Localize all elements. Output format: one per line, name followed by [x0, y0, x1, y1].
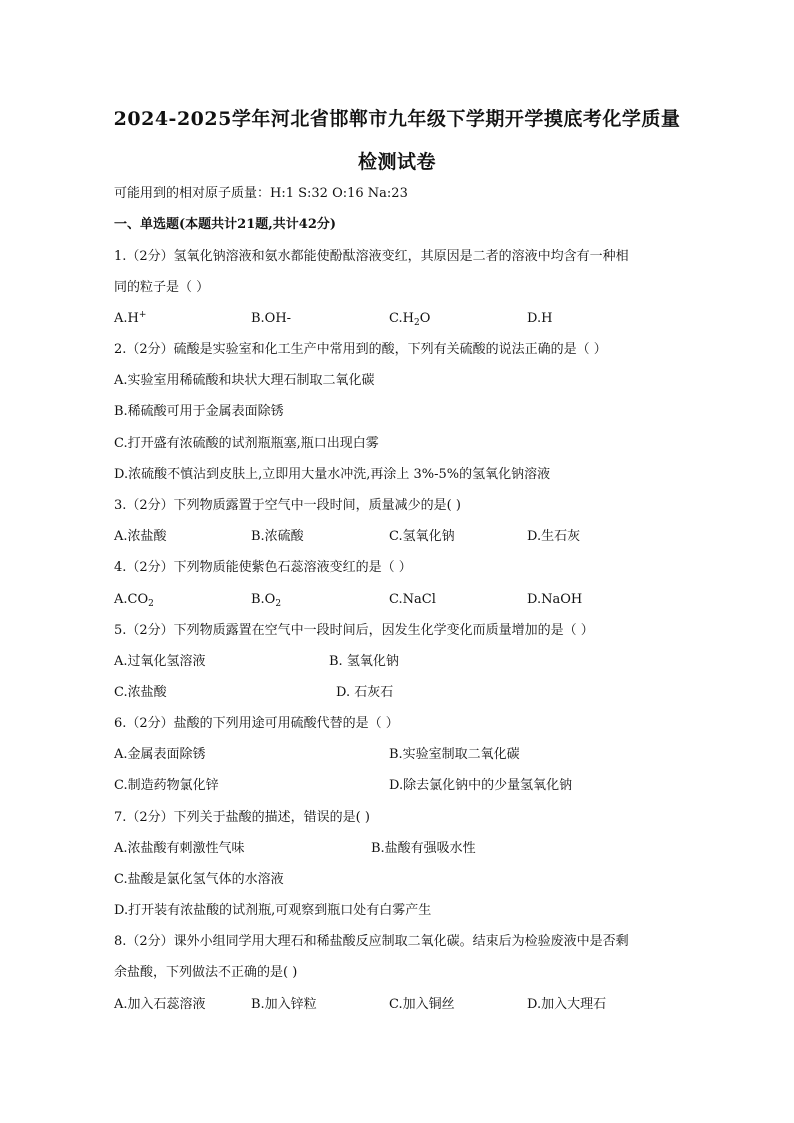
option-c: $C.H_2O$ — [389, 311, 431, 328]
atomic-masses: 可能用到的相对原子质量：H:1 S:32 O:16 Na:23 — [114, 186, 408, 201]
option-a: A.浓盐酸有刺激性气味 — [114, 841, 245, 856]
question-stem: 3.（2分）下列物质露置于空气中一段时间，质量减少的是( ) — [114, 498, 461, 513]
page-title-line2: 检测试卷 — [357, 151, 436, 173]
option-c: C.NaCl — [389, 592, 436, 607]
question-stem: 8.（2分）课外小组同学用大理石和稀盐酸反应制取二氧化碳。结束后为检验废液中是否剩 — [114, 934, 629, 949]
option-a: A.浓盐酸 — [114, 529, 167, 544]
option-a: A.实验室用稀硫酸和块状大理石制取二氧化碳 — [114, 373, 375, 388]
option-b: $B.O_2$ — [251, 592, 282, 609]
option-d: D.打开装有浓盐酸的试剂瓶,可观察到瓶口处有白雾产生 — [114, 903, 432, 918]
option-c: C.氢氧化钠 — [389, 529, 455, 544]
question-stem-cont: 同的粒子是（ ） — [114, 280, 210, 295]
option-b: B.稀硫酸可用于金属表面除锈 — [114, 404, 284, 419]
question-stem: 1.（2分）氢氧化钠溶液和氨水都能使酚酞溶液变红，其原因是二者的溶液中均含有一种相 — [114, 249, 629, 264]
option-a: $A.CO_2$ — [114, 592, 154, 609]
option-d: D.加入大理石 — [527, 997, 607, 1012]
option-c: C.盐酸是氯化氢气体的水溶液 — [114, 872, 284, 887]
option-b: B. 氢氧化钠 — [329, 654, 399, 669]
section-heading: 一、单选题(本题共计21题,共计42分) — [114, 217, 337, 232]
option-a: A.过氧化氢溶液 — [114, 654, 206, 669]
option-a: A.金属表面除锈 — [114, 747, 206, 762]
option-d: D.生石灰 — [527, 529, 581, 544]
question-stem-cont: 余盐酸，下列做法不正确的是( ) — [114, 965, 298, 980]
question-stem: 2.（2分）硫酸是实验室和化工生产中常用到的酸，下列有关硫酸的说法正确的是（ ） — [114, 342, 607, 357]
option-c: C.加入铜丝 — [389, 997, 455, 1012]
option-d: D.NaOH — [527, 592, 583, 607]
option-a: A.加入石蕊溶液 — [114, 997, 206, 1012]
page-title: 2024-2025学年河北省邯郸市九年级下学期开学摸底考化学质量 — [113, 108, 681, 130]
option-c: C.打开盛有浓硫酸的试剂瓶瓶塞,瓶口出现白雾 — [114, 436, 379, 451]
option-b: B.加入锌粒 — [251, 997, 317, 1012]
option-a: A.H+ — [114, 310, 147, 326]
option-b: B.盐酸有强吸水性 — [371, 841, 476, 856]
option-c: C.制造药物氯化锌 — [114, 778, 219, 793]
question-stem: 4.（2分）下列物质能使紫色石蕊溶液变红的是（ ） — [114, 560, 412, 575]
option-d: D.浓硫酸不慎沾到皮肤上,立即用大量水冲洗,再涂上 3%-5%的氢氧化钠溶液 — [114, 467, 551, 482]
option-b: B.OH- — [251, 311, 292, 326]
option-d: D.除去氯化钠中的少量氢氧化钠 — [389, 778, 573, 793]
option-b: B.实验室制取二氧化碳 — [389, 747, 520, 762]
option-d: D. 石灰石 — [336, 685, 394, 700]
option-b: B.浓硫酸 — [251, 529, 304, 544]
question-stem: 5.（2分）下列物质露置在空气中一段时间后，因发生化学变化而质量增加的是（ ） — [114, 623, 594, 638]
option-c: C.浓盐酸 — [114, 685, 167, 700]
question-stem: 7.（2分）下列关于盐酸的描述，错误的是( ) — [114, 810, 370, 825]
option-d: D.H — [527, 311, 553, 326]
question-stem: 6.（2分）盐酸的下列用途可用硫酸代替的是（ ） — [114, 716, 399, 731]
